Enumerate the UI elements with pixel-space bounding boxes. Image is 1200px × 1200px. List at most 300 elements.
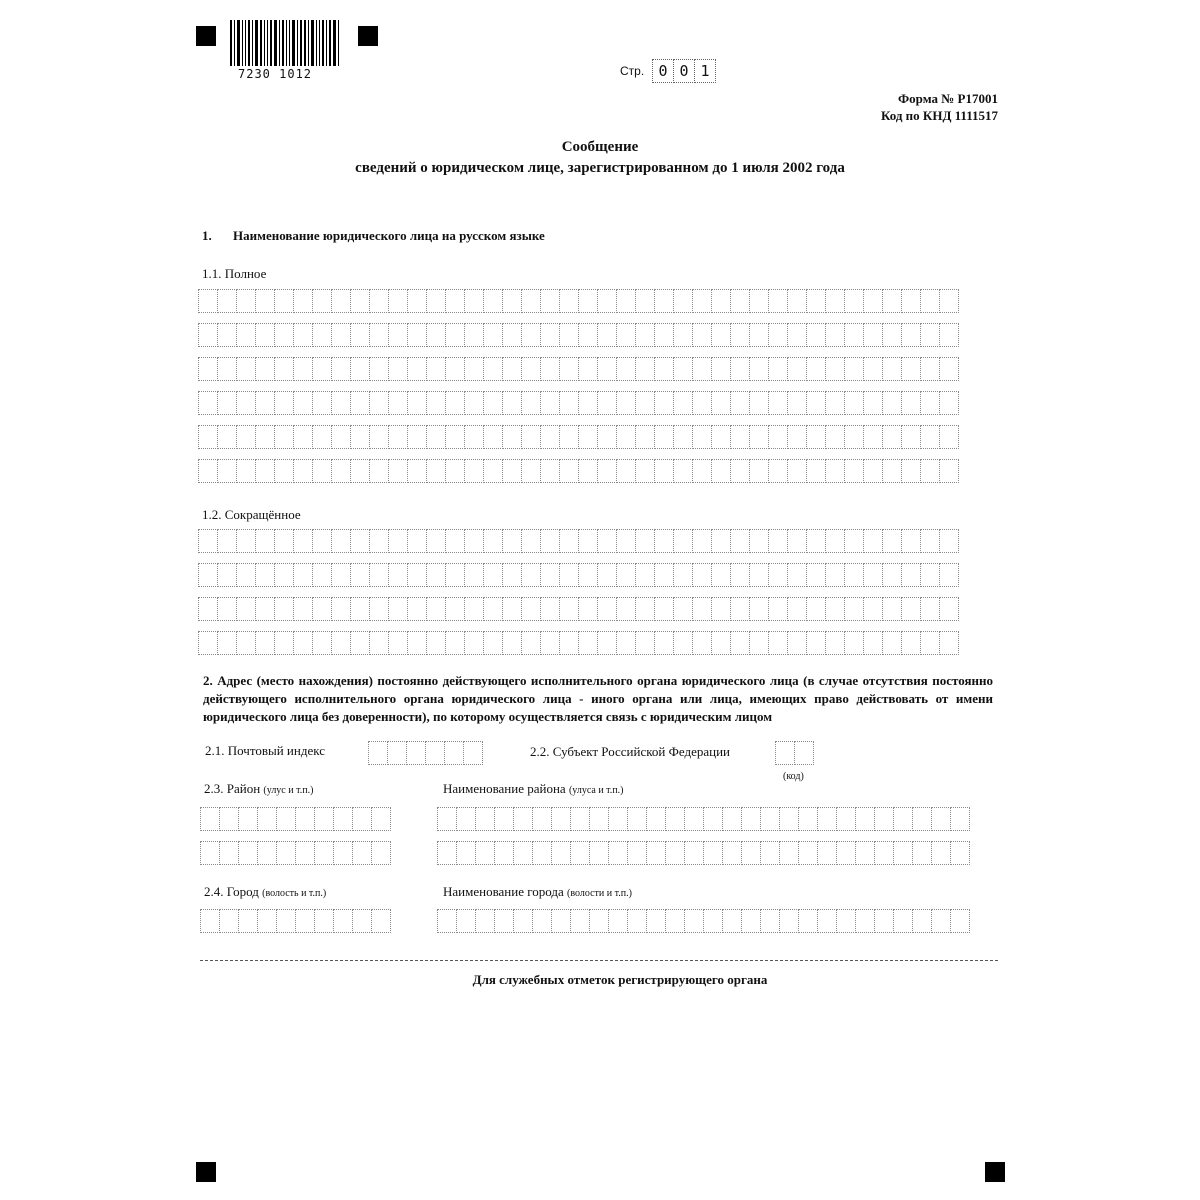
input-cell[interactable]	[407, 425, 427, 449]
input-cell[interactable]	[711, 323, 731, 347]
input-cell[interactable]	[931, 909, 951, 933]
input-cell[interactable]	[559, 529, 579, 553]
input-cell[interactable]	[331, 597, 351, 621]
input-cell[interactable]	[388, 357, 408, 381]
input-cell[interactable]	[844, 391, 864, 415]
input-cell[interactable]	[939, 289, 959, 313]
input-cell[interactable]	[371, 909, 391, 933]
input-cell[interactable]	[950, 807, 970, 831]
input-cell[interactable]	[274, 631, 294, 655]
input-cell[interactable]	[540, 597, 560, 621]
input-cell[interactable]	[255, 357, 275, 381]
input-cell[interactable]	[570, 807, 590, 831]
input-cell[interactable]	[255, 323, 275, 347]
input-cell[interactable]	[217, 357, 237, 381]
input-cell[interactable]	[939, 563, 959, 587]
input-cell[interactable]	[798, 909, 818, 933]
input-cell[interactable]	[236, 425, 256, 449]
input-cell[interactable]	[939, 391, 959, 415]
input-cell[interactable]	[274, 529, 294, 553]
input-cell[interactable]	[521, 459, 541, 483]
input-cell[interactable]	[198, 391, 218, 415]
input-cell[interactable]	[673, 425, 693, 449]
input-cell[interactable]	[387, 741, 407, 765]
input-cell[interactable]	[559, 631, 579, 655]
input-cell[interactable]	[236, 391, 256, 415]
input-cell[interactable]	[331, 529, 351, 553]
input-cell[interactable]	[255, 563, 275, 587]
input-cell[interactable]	[551, 841, 571, 865]
district-name-field[interactable]	[437, 807, 969, 831]
input-cell[interactable]	[388, 563, 408, 587]
input-cell[interactable]	[198, 529, 218, 553]
input-cell[interactable]	[806, 459, 826, 483]
input-cell[interactable]	[711, 425, 731, 449]
input-cell[interactable]	[274, 563, 294, 587]
input-cell[interactable]	[730, 529, 750, 553]
input-cell[interactable]	[426, 529, 446, 553]
input-cell[interactable]	[559, 357, 579, 381]
input-cell[interactable]	[646, 909, 666, 933]
input-cell[interactable]	[483, 357, 503, 381]
input-cell[interactable]	[920, 563, 940, 587]
input-cell[interactable]	[863, 289, 883, 313]
input-cell[interactable]	[597, 597, 617, 621]
input-cell[interactable]	[274, 597, 294, 621]
input-cell[interactable]	[806, 391, 826, 415]
input-cell[interactable]	[388, 323, 408, 347]
input-cell[interactable]	[559, 323, 579, 347]
input-cell[interactable]	[775, 741, 795, 765]
full-name-input-row[interactable]	[198, 459, 958, 483]
input-cell[interactable]	[217, 563, 237, 587]
input-cell[interactable]	[589, 807, 609, 831]
input-cell[interactable]	[502, 425, 522, 449]
input-cell[interactable]	[673, 631, 693, 655]
input-cell[interactable]	[817, 909, 837, 933]
input-cell[interactable]	[654, 529, 674, 553]
input-cell[interactable]	[463, 741, 483, 765]
input-cell[interactable]	[219, 841, 239, 865]
input-cell[interactable]	[844, 529, 864, 553]
input-cell[interactable]	[741, 807, 761, 831]
input-cell[interactable]	[920, 529, 940, 553]
input-cell[interactable]	[711, 563, 731, 587]
input-cell[interactable]	[654, 391, 674, 415]
input-cell[interactable]	[312, 289, 332, 313]
input-cell[interactable]	[521, 425, 541, 449]
short-name-input-row[interactable]	[198, 597, 958, 621]
input-cell[interactable]	[616, 425, 636, 449]
input-cell[interactable]	[806, 597, 826, 621]
input-cell[interactable]	[692, 357, 712, 381]
input-cell[interactable]	[200, 841, 220, 865]
input-cell[interactable]	[559, 425, 579, 449]
input-cell[interactable]	[333, 841, 353, 865]
input-cell[interactable]	[333, 807, 353, 831]
input-cell[interactable]	[236, 459, 256, 483]
input-cell[interactable]	[665, 909, 685, 933]
input-cell[interactable]	[426, 357, 446, 381]
input-cell[interactable]	[464, 631, 484, 655]
input-cell[interactable]	[863, 563, 883, 587]
input-cell[interactable]	[521, 529, 541, 553]
input-cell[interactable]	[445, 459, 465, 483]
input-cell[interactable]	[950, 909, 970, 933]
input-cell[interactable]	[570, 909, 590, 933]
input-cell[interactable]	[882, 563, 902, 587]
input-cell[interactable]	[407, 459, 427, 483]
input-cell[interactable]	[388, 529, 408, 553]
input-cell[interactable]	[521, 289, 541, 313]
input-cell[interactable]	[779, 909, 799, 933]
input-cell[interactable]	[806, 323, 826, 347]
input-cell[interactable]	[521, 563, 541, 587]
input-cell[interactable]	[350, 563, 370, 587]
input-cell[interactable]	[673, 563, 693, 587]
input-cell[interactable]	[540, 323, 560, 347]
input-cell[interactable]	[407, 357, 427, 381]
input-cell[interactable]	[540, 289, 560, 313]
input-cell[interactable]	[844, 425, 864, 449]
input-cell[interactable]	[314, 807, 334, 831]
input-cell[interactable]	[749, 529, 769, 553]
input-cell[interactable]	[882, 357, 902, 381]
input-cell[interactable]	[825, 425, 845, 449]
input-cell[interactable]	[874, 807, 894, 831]
input-cell[interactable]	[730, 597, 750, 621]
input-cell[interactable]	[863, 631, 883, 655]
input-cell[interactable]	[817, 841, 837, 865]
input-cell[interactable]	[369, 323, 389, 347]
input-cell[interactable]	[293, 563, 313, 587]
input-cell[interactable]	[293, 459, 313, 483]
input-cell[interactable]	[730, 459, 750, 483]
input-cell[interactable]	[901, 391, 921, 415]
input-cell[interactable]	[445, 597, 465, 621]
input-cell[interactable]	[331, 357, 351, 381]
input-cell[interactable]	[295, 909, 315, 933]
input-cell[interactable]	[388, 289, 408, 313]
input-cell[interactable]	[464, 529, 484, 553]
input-cell[interactable]	[369, 529, 389, 553]
input-cell[interactable]	[920, 425, 940, 449]
input-cell[interactable]	[787, 597, 807, 621]
input-cell[interactable]	[312, 563, 332, 587]
input-cell[interactable]	[912, 841, 932, 865]
input-cell[interactable]	[483, 563, 503, 587]
subject-code-field[interactable]	[775, 741, 813, 765]
input-cell[interactable]	[616, 391, 636, 415]
full-name-input-row[interactable]	[198, 425, 958, 449]
input-cell[interactable]	[198, 597, 218, 621]
input-cell[interactable]	[787, 391, 807, 415]
input-cell[interactable]	[749, 289, 769, 313]
input-cell[interactable]	[597, 631, 617, 655]
input-cell[interactable]	[276, 909, 296, 933]
short-name-input-row[interactable]	[198, 631, 958, 655]
input-cell[interactable]	[616, 459, 636, 483]
input-cell[interactable]	[939, 357, 959, 381]
input-cell[interactable]	[749, 391, 769, 415]
input-cell[interactable]	[426, 459, 446, 483]
input-cell[interactable]	[200, 807, 220, 831]
full-name-input-row[interactable]	[198, 323, 958, 347]
input-cell[interactable]	[825, 357, 845, 381]
input-cell[interactable]	[350, 459, 370, 483]
input-cell[interactable]	[597, 391, 617, 415]
input-cell[interactable]	[274, 391, 294, 415]
input-cell[interactable]	[551, 807, 571, 831]
input-cell[interactable]	[350, 597, 370, 621]
input-cell[interactable]	[255, 391, 275, 415]
input-cell[interactable]	[692, 529, 712, 553]
input-cell[interactable]	[920, 597, 940, 621]
input-cell[interactable]	[445, 563, 465, 587]
input-cell[interactable]	[893, 841, 913, 865]
input-cell[interactable]	[779, 807, 799, 831]
input-cell[interactable]	[255, 289, 275, 313]
input-cell[interactable]	[760, 807, 780, 831]
input-cell[interactable]	[692, 597, 712, 621]
input-cell[interactable]	[855, 841, 875, 865]
input-cell[interactable]	[616, 563, 636, 587]
input-cell[interactable]	[578, 289, 598, 313]
full-name-input-row[interactable]	[198, 289, 958, 313]
input-cell[interactable]	[920, 357, 940, 381]
input-cell[interactable]	[456, 807, 476, 831]
input-cell[interactable]	[426, 289, 446, 313]
input-cell[interactable]	[445, 357, 465, 381]
input-cell[interactable]	[238, 909, 258, 933]
input-cell[interactable]	[646, 841, 666, 865]
input-cell[interactable]	[627, 909, 647, 933]
input-cell[interactable]	[931, 841, 951, 865]
input-cell[interactable]	[787, 425, 807, 449]
input-cell[interactable]	[635, 597, 655, 621]
input-cell[interactable]	[798, 841, 818, 865]
input-cell[interactable]	[673, 529, 693, 553]
input-cell[interactable]	[425, 741, 445, 765]
input-cell[interactable]	[787, 323, 807, 347]
input-cell[interactable]	[217, 289, 237, 313]
input-cell[interactable]	[407, 391, 427, 415]
input-cell[interactable]	[388, 425, 408, 449]
input-cell[interactable]	[597, 459, 617, 483]
input-cell[interactable]	[920, 289, 940, 313]
input-cell[interactable]	[369, 289, 389, 313]
input-cell[interactable]	[483, 631, 503, 655]
input-cell[interactable]	[293, 289, 313, 313]
full-name-input-row[interactable]	[198, 391, 958, 415]
input-cell[interactable]	[768, 563, 788, 587]
input-cell[interactable]	[692, 323, 712, 347]
input-cell[interactable]	[711, 459, 731, 483]
input-cell[interactable]	[760, 909, 780, 933]
input-cell[interactable]	[901, 323, 921, 347]
input-cell[interactable]	[836, 841, 856, 865]
input-cell[interactable]	[502, 459, 522, 483]
input-cell[interactable]	[445, 323, 465, 347]
input-cell[interactable]	[198, 357, 218, 381]
input-cell[interactable]	[464, 323, 484, 347]
input-cell[interactable]	[635, 631, 655, 655]
input-cell[interactable]	[635, 289, 655, 313]
input-cell[interactable]	[333, 909, 353, 933]
input-cell[interactable]	[236, 357, 256, 381]
input-cell[interactable]	[352, 841, 372, 865]
input-cell[interactable]	[836, 909, 856, 933]
input-cell[interactable]	[483, 459, 503, 483]
input-cell[interactable]	[901, 425, 921, 449]
input-cell[interactable]	[673, 289, 693, 313]
input-cell[interactable]	[722, 807, 742, 831]
input-cell[interactable]	[293, 631, 313, 655]
input-cell[interactable]	[654, 425, 674, 449]
input-cell[interactable]	[350, 289, 370, 313]
input-cell[interactable]	[616, 597, 636, 621]
input-cell[interactable]	[257, 807, 277, 831]
input-cell[interactable]	[255, 631, 275, 655]
input-cell[interactable]	[901, 631, 921, 655]
input-cell[interactable]	[825, 529, 845, 553]
input-cell[interactable]	[238, 841, 258, 865]
input-cell[interactable]	[295, 807, 315, 831]
input-cell[interactable]	[703, 909, 723, 933]
input-cell[interactable]	[293, 425, 313, 449]
input-cell[interactable]	[711, 289, 731, 313]
input-cell[interactable]	[426, 563, 446, 587]
input-cell[interactable]	[464, 425, 484, 449]
input-cell[interactable]	[749, 425, 769, 449]
input-cell[interactable]	[730, 289, 750, 313]
input-cell[interactable]	[882, 323, 902, 347]
input-cell[interactable]	[692, 425, 712, 449]
input-cell[interactable]	[646, 807, 666, 831]
input-cell[interactable]	[635, 529, 655, 553]
input-cell[interactable]	[939, 529, 959, 553]
input-cell[interactable]	[806, 357, 826, 381]
input-cell[interactable]	[464, 289, 484, 313]
input-cell[interactable]	[844, 289, 864, 313]
input-cell[interactable]	[483, 597, 503, 621]
input-cell[interactable]	[635, 391, 655, 415]
input-cell[interactable]	[825, 323, 845, 347]
input-cell[interactable]	[219, 909, 239, 933]
input-cell[interactable]	[559, 563, 579, 587]
input-cell[interactable]	[426, 631, 446, 655]
input-cell[interactable]	[730, 391, 750, 415]
input-cell[interactable]	[882, 391, 902, 415]
input-cell[interactable]	[559, 391, 579, 415]
input-cell[interactable]	[255, 529, 275, 553]
input-cell[interactable]	[939, 425, 959, 449]
input-cell[interactable]	[787, 631, 807, 655]
input-cell[interactable]	[198, 289, 218, 313]
input-cell[interactable]	[635, 357, 655, 381]
input-cell[interactable]	[578, 425, 598, 449]
input-cell[interactable]	[540, 459, 560, 483]
input-cell[interactable]	[939, 323, 959, 347]
input-cell[interactable]	[711, 631, 731, 655]
input-cell[interactable]	[806, 425, 826, 449]
input-cell[interactable]	[475, 841, 495, 865]
input-cell[interactable]	[331, 563, 351, 587]
input-cell[interactable]	[654, 597, 674, 621]
input-cell[interactable]	[730, 323, 750, 347]
input-cell[interactable]	[749, 323, 769, 347]
input-cell[interactable]	[331, 425, 351, 449]
input-cell[interactable]	[350, 323, 370, 347]
input-cell[interactable]	[532, 909, 552, 933]
input-cell[interactable]	[502, 631, 522, 655]
input-cell[interactable]	[711, 357, 731, 381]
input-cell[interactable]	[407, 563, 427, 587]
input-cell[interactable]	[255, 597, 275, 621]
input-cell[interactable]	[741, 841, 761, 865]
input-cell[interactable]	[483, 323, 503, 347]
input-cell[interactable]	[217, 391, 237, 415]
input-cell[interactable]	[654, 563, 674, 587]
input-cell[interactable]	[437, 909, 457, 933]
input-cell[interactable]	[578, 357, 598, 381]
input-cell[interactable]	[276, 807, 296, 831]
input-cell[interactable]	[293, 529, 313, 553]
input-cell[interactable]	[768, 459, 788, 483]
input-cell[interactable]	[274, 459, 294, 483]
input-cell[interactable]	[350, 391, 370, 415]
input-cell[interactable]	[882, 289, 902, 313]
input-cell[interactable]	[608, 909, 628, 933]
input-cell[interactable]	[692, 289, 712, 313]
input-cell[interactable]	[437, 807, 457, 831]
input-cell[interactable]	[559, 289, 579, 313]
input-cell[interactable]	[369, 391, 389, 415]
input-cell[interactable]	[502, 563, 522, 587]
input-cell[interactable]	[540, 529, 560, 553]
input-cell[interactable]	[236, 529, 256, 553]
input-cell[interactable]	[627, 807, 647, 831]
input-cell[interactable]	[597, 529, 617, 553]
input-cell[interactable]	[597, 563, 617, 587]
input-cell[interactable]	[352, 807, 372, 831]
input-cell[interactable]	[464, 459, 484, 483]
input-cell[interactable]	[950, 841, 970, 865]
input-cell[interactable]	[371, 841, 391, 865]
input-cell[interactable]	[388, 631, 408, 655]
input-cell[interactable]	[274, 357, 294, 381]
input-cell[interactable]	[741, 909, 761, 933]
input-cell[interactable]	[312, 357, 332, 381]
input-cell[interactable]	[445, 425, 465, 449]
input-cell[interactable]	[711, 597, 731, 621]
input-cell[interactable]	[703, 807, 723, 831]
input-cell[interactable]	[768, 529, 788, 553]
input-cell[interactable]	[768, 289, 788, 313]
input-cell[interactable]	[198, 323, 218, 347]
input-cell[interactable]	[217, 529, 237, 553]
input-cell[interactable]	[350, 631, 370, 655]
input-cell[interactable]	[730, 631, 750, 655]
input-cell[interactable]	[236, 597, 256, 621]
input-cell[interactable]	[475, 807, 495, 831]
input-cell[interactable]	[445, 529, 465, 553]
input-cell[interactable]	[654, 459, 674, 483]
input-cell[interactable]	[464, 563, 484, 587]
input-cell[interactable]	[863, 357, 883, 381]
input-cell[interactable]	[502, 391, 522, 415]
input-cell[interactable]	[198, 425, 218, 449]
